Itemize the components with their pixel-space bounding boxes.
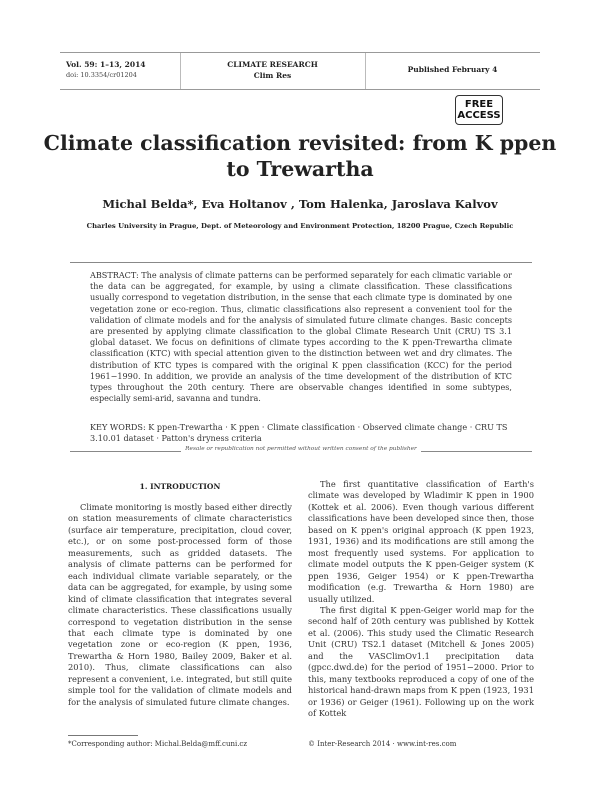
resale-notice-text: Resale or republication not permitted without written consent of the publisher	[181, 446, 421, 452]
header-volume-box	[60, 53, 181, 89]
keywords: KEY WORDS: K ppen-Trewartha · K ppen · Climate classification · Observed climate change · CRU TS 3.10.01 dataset · Patton's dryness criteria	[90, 422, 508, 444]
affiliation: Charles University in Prague, Dept. of Meteorology and Environment Protection, 18200 Prague, Czech Republic	[86, 222, 514, 230]
copyright: © Inter-Research 2014 · www.int-res.com	[308, 740, 457, 748]
resale-notice	[70, 446, 532, 452]
free-access-icon	[455, 95, 503, 125]
journal-abbrev: Clim Res	[253, 71, 292, 80]
badge-line1: FREE	[464, 99, 494, 110]
header-published-box	[365, 53, 540, 89]
doi[interactable]: doi: 10.3354/cr01204	[66, 71, 137, 79]
right-paragraph-2: The first digital K ppen-Geiger world map for the second half of 20th century was published by Kottek et al. (2006). This study used the Climatic Research Unit (CRU) TS2.1 dataset (Mitchell & Jones 2005) and the VASClimOv1.1 precipitation data (gpcc.dwd.de) for the period of 1951−2000. Prior to this, many textbooks reproduced a copy of one of the historical hand-drawn maps from K ppen (1923, 1931 or 1936) or Geiger (1961). Following up on the work of Kottek	[308, 604, 534, 719]
published-date: Published February 4	[407, 65, 498, 74]
intro-paragraph: Climate monitoring is mostly based either directly on station measurements of climate characteristics (surface air temperature, precipitation, cloud cover, etc.), or on some post-processed form of those measurements, such as gridded datasets. The analysis of climate patterns can be performed for each individual climate variable separately, or the data can be aggregated, for example, by using some kind of climate classification that integrates several climate characteristics. These classifications usually correspond to vegetation distribution in the sense that each climate type is dominated by one vegetation zone or eco-region (K ppen, 1936, Trewartha & Horn 1980, Bailey 2009, Baker et al. 2010). Thus, climate classifications can also represent a convenient, i.e. integrated, but still quite simple tool for the validation of climate models and for the analysis of simulated future climate changes.	[68, 502, 292, 707]
abstract-text: ABSTRACT: The analysis of climate patterns can be performed separately for each climatic variable or the data can be aggregated, for example, by using a climate classification. These classifications usually correspond to vegetation distribution, in the sense that each climate type is dominated by one vegetation zone or eco-region. Thus, climatic classifications also represent a convenient tool for the validation of climate models and for the analysis of simulated future climate changes. Basic concepts are presented by applying climate classification to the global Climate Research Unit (CRU) TS 3.1 global dataset. We focus on definitions of climate types according to the K ppen-Trewartha climate classification (KTC) with special attention given to the distinction between wet and dry climates. The distribution of KTC types is compared with the original K ppen classification (KCC) for the period 1961−1990. In addition, we provide an analysis of the time development of the distribution of KTC types throughout the 20th century. There are observable changes identified in some subtypes, especially semi-arid, savanna and tundra.	[90, 270, 512, 404]
volume-info: Vol. 59: 1–13, 2014	[66, 60, 146, 69]
journal-name: CLIMATE RESEARCH	[227, 60, 318, 69]
left-column	[68, 502, 292, 708]
right-paragraph-1: The first quantitative classification of Earth's climate was developed by Wladimir K ppen in 1900 (Kottek et al. 2006). Even though various different classifications have been developed since then, those based on K ppen's original approach (K ppen 1923, 1931, 1936) and its modifications are still among the most frequently used systems. For application to climate model outputs the K ppen-Geiger system (K ppen 1936, Geiger 1954) or K ppen-Trewartha modification (e.g. Trewartha & Horn 1980) are usually utilized.	[308, 479, 534, 604]
authors: Michal Belda*, Eva Holtanov , Tom Halenka, Jaroslava Kalvov	[102, 197, 498, 211]
journal-header	[60, 52, 540, 90]
section-heading: 1. INTRODUCTION	[139, 482, 221, 491]
header-journal-box	[180, 53, 366, 89]
corresponding-author[interactable]: *Corresponding author: Michal.Belda@mff.cuni.cz	[68, 740, 248, 748]
right-column	[308, 479, 534, 720]
badge-line2: ACCESS	[457, 110, 501, 121]
footnote-divider	[68, 735, 138, 736]
paper-title: Climate classification revisited: from K ppen to Trewartha	[43, 131, 557, 181]
